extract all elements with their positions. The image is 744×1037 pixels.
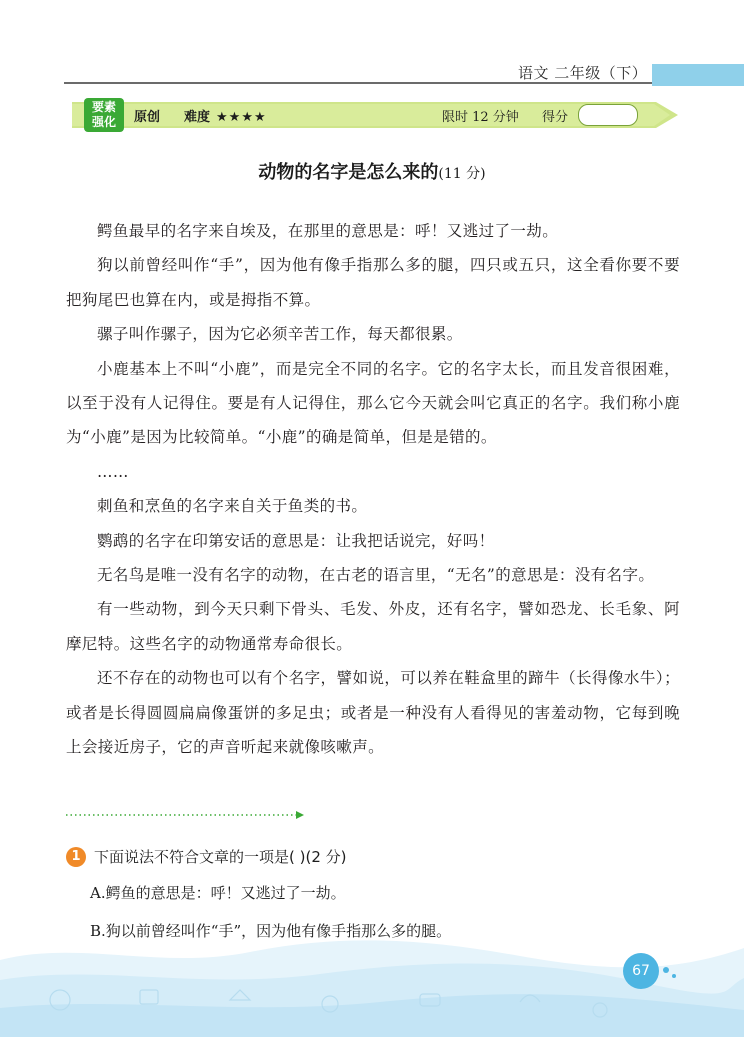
badge-line-1: 要素 — [91, 100, 116, 114]
origin-label: 原创 — [134, 110, 161, 125]
element-badge — [84, 98, 124, 132]
question-number-badge: 1 — [66, 847, 86, 867]
article-title-text: 动物的名字是怎么来的 — [258, 162, 439, 183]
article-paragraph: 狗以前曾经叫作“手”，因为他有像手指那么多的腿，四只或五只，这全看你要不要把狗尾巴也算在内，或是拇指不算。 — [66, 256, 680, 309]
article-body — [66, 214, 680, 765]
article-title — [0, 158, 744, 184]
question-1 — [66, 846, 680, 867]
article-paragraph: 小鹿基本上不叫“小鹿”，而是完全不同的名字。它的名字太长，而且发音很困难，以至于没有人记得住。要是有人记得住，那么它今天就会叫它真正的名字。我们称小鹿为“小鹿”是因为比较简单。“小鹿”的确是简单，但是是错的。 — [66, 359, 680, 447]
time-limit: 限时 12 分钟 — [442, 110, 519, 125]
exercise-banner — [66, 98, 678, 132]
article-paragraph: 还不存在的动物也可以有个名字，譬如说，可以养在鞋盒里的蹄牛（长得像水牛）；或者是长得圆圆扁扁像蛋饼的多足虫；或者是一种没有人看得见的害羞动物，它每到晚上会接近房子，它的声音听起来就像咳嗽声。 — [66, 669, 680, 757]
article-points: (11 分) — [438, 166, 486, 182]
option-a[interactable]: A.鳄鱼的意思是：呼！又逃过了一劫。 — [90, 884, 346, 902]
difficulty-stars: ★★★★ — [216, 110, 267, 125]
score-label: 得分 — [542, 110, 569, 125]
article-paragraph: 刺鱼和烹鱼的名字来自关于鱼类的书。 — [97, 497, 368, 516]
difficulty — [184, 106, 267, 125]
article-ellipsis: …… — [97, 462, 129, 481]
option-b[interactable]: B.狗以前曾经叫作“手”，因为他有像手指那么多的腿。 — [90, 922, 452, 940]
dotted-separator — [66, 810, 306, 820]
article-paragraph: 无名鸟是唯一没有名字的动物，在古老的语言里，“无名”的意思是：没有名字。 — [97, 566, 655, 585]
article-paragraph: 骡子叫作骡子，因为它必须辛苦工作，每天都很累。 — [97, 325, 463, 344]
subject-label: 语文 二年级（下） — [518, 64, 648, 82]
article-paragraph: 鹦鹉的名字在印第安话的意思是：让我把话说完，好吗！ — [97, 531, 495, 550]
page-number: 67 — [623, 953, 659, 989]
article-paragraph: 有一些动物，到今天只剩下骨头、毛发、外皮，还有名字，譬如恐龙、长毛象、阿摩尼特。这些名字的动物通常寿命很长。 — [66, 600, 680, 653]
badge-line-2: 强化 — [91, 115, 116, 129]
article-paragraph: 鳄鱼最早的名字来自埃及，在那里的意思是：呼！又逃过了一劫。 — [97, 222, 559, 240]
subject-tab — [652, 64, 744, 86]
difficulty-label: 难度 — [184, 110, 211, 125]
subject-header — [0, 58, 744, 86]
score-box[interactable] — [578, 104, 638, 126]
question-stem: 下面说法不符合文章的一项是( )(2 分) — [94, 848, 347, 866]
